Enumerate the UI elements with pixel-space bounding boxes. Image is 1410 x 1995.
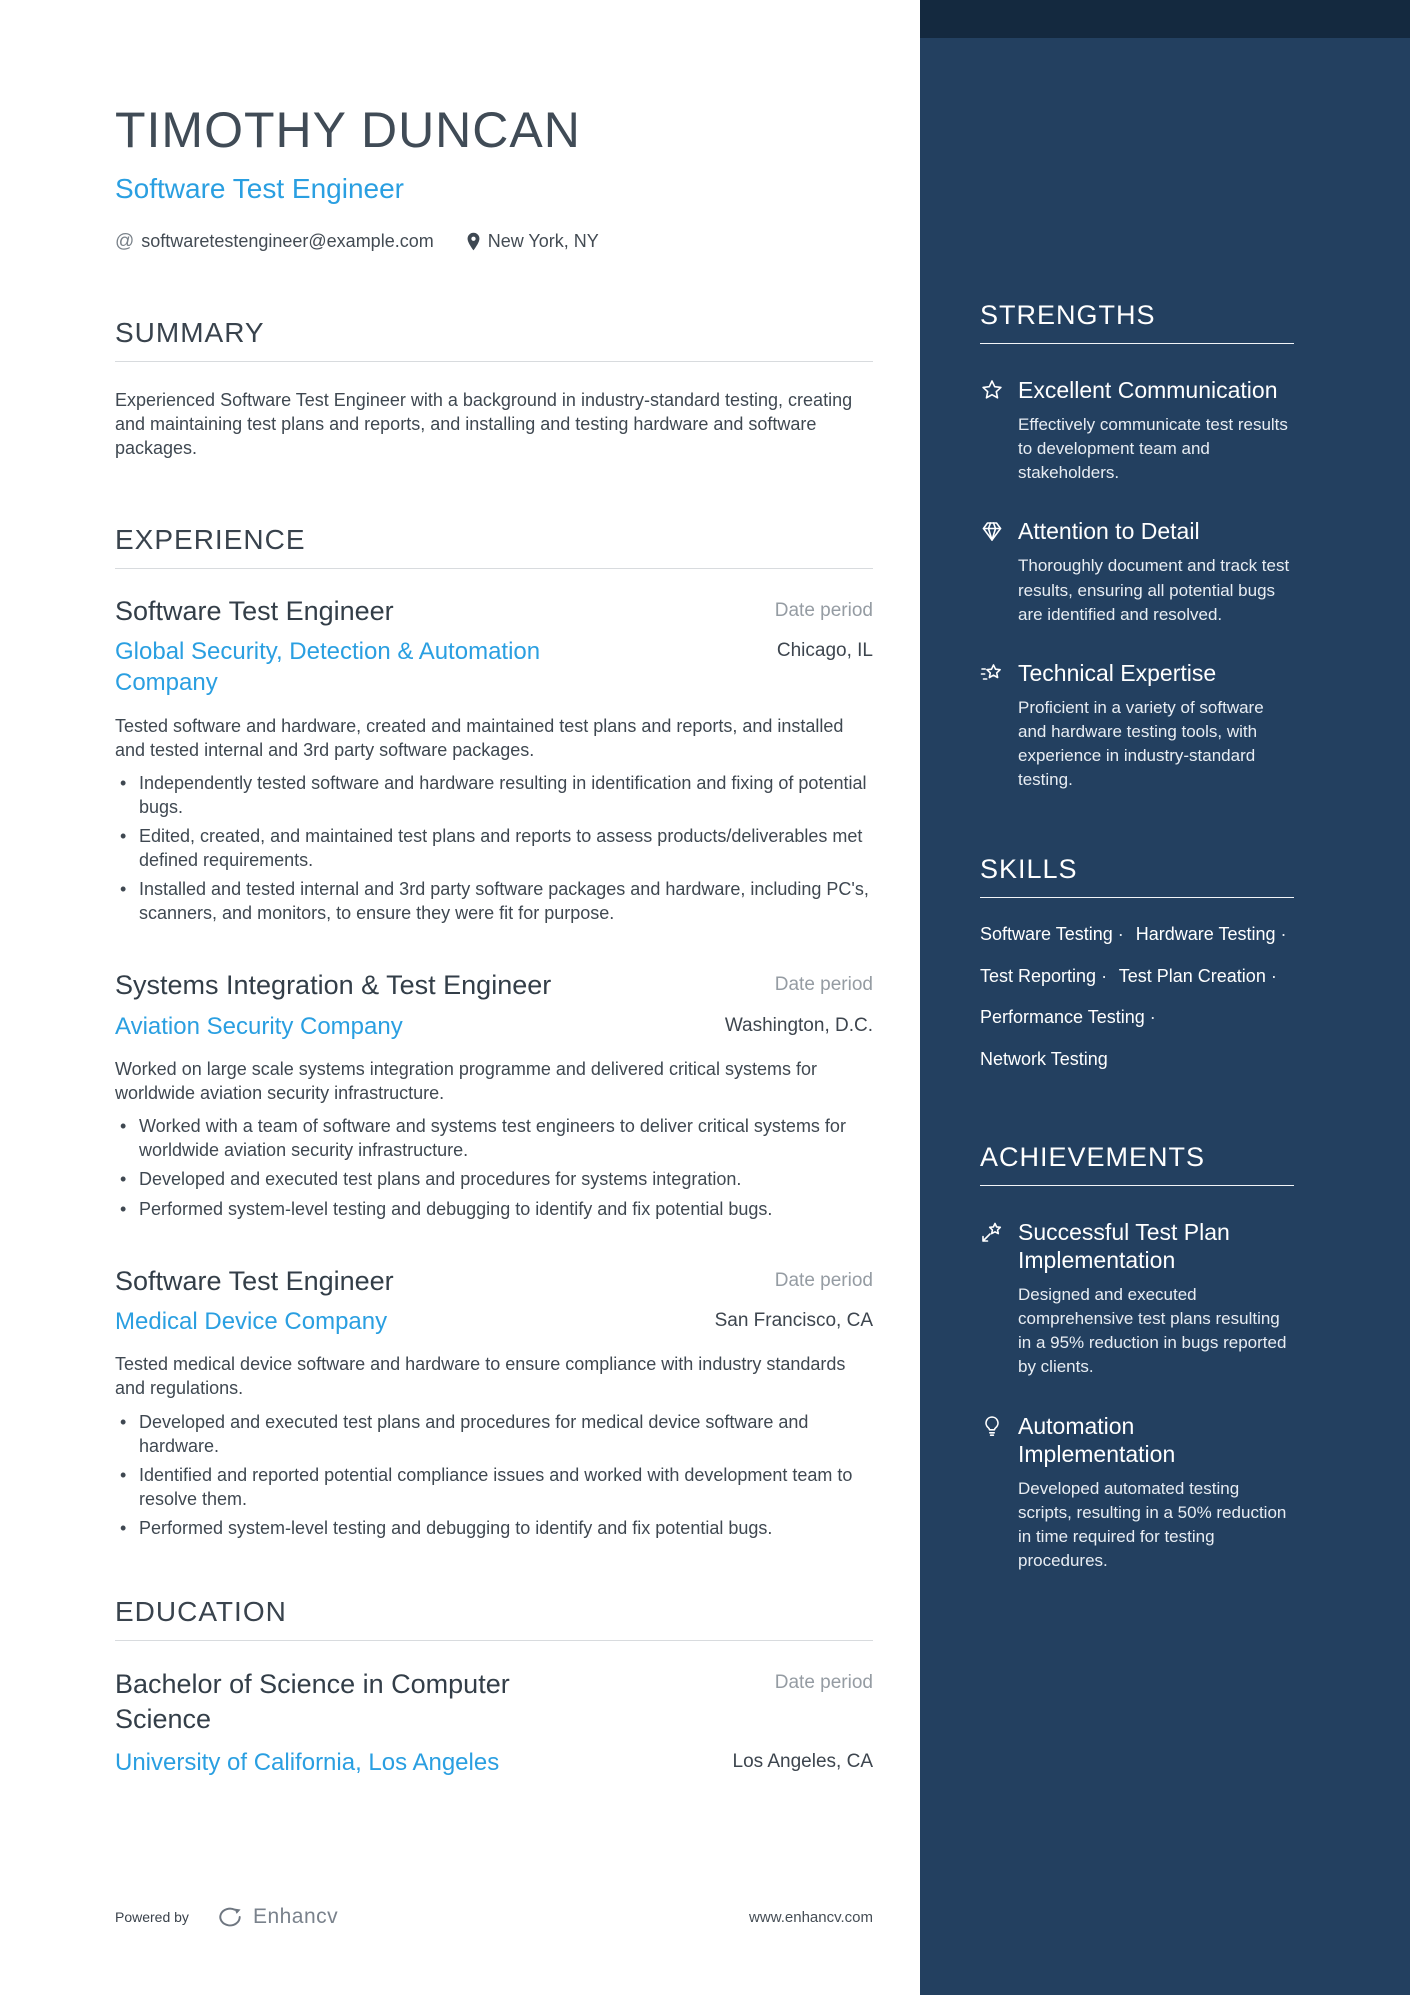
job-title-row xyxy=(115,969,873,1001)
strength-text: Thoroughly document and track test results, ensuring all potential bugs are identified and resolved. xyxy=(1018,556,1290,624)
strengths-section xyxy=(980,300,1294,792)
job-bullets xyxy=(115,1114,873,1220)
job-bullet: • Developed and executed test plans and procedures for systems integration. xyxy=(115,1167,873,1191)
experience-section xyxy=(115,524,873,1540)
experience-heading: EXPERIENCE xyxy=(115,523,306,555)
email-item xyxy=(115,231,434,253)
strength-title: Attention to Detail xyxy=(1018,518,1200,545)
brand-name: Enhancv xyxy=(252,1905,339,1928)
job-bullet: • Installed and tested internal and 3rd party software packages and hardware, including PC's, scanners, and monitors, to ensure they were fit for purpose. xyxy=(115,877,873,925)
job-title: Software Test Engineer xyxy=(115,1265,394,1296)
skills-list xyxy=(980,914,1294,1080)
strength-text: Effectively communicate test results to development team and stakeholders. xyxy=(1018,415,1288,483)
strength-item xyxy=(980,376,1294,485)
education-section xyxy=(115,1596,873,1778)
location-text: New York, NY xyxy=(487,231,599,251)
shooting-star-icon xyxy=(980,661,1004,685)
strength-content xyxy=(1018,517,1294,626)
experience-entry xyxy=(115,1265,873,1540)
lightbulb-icon xyxy=(980,1414,1004,1438)
experience-entry xyxy=(115,595,873,926)
strengths-heading: STRENGTHS xyxy=(980,300,1294,344)
job-location: Washington, D.C. xyxy=(724,1014,873,1036)
sidebar-top-strip xyxy=(920,0,1410,38)
job-company-row xyxy=(115,1011,873,1042)
job-description: Worked on large scale systems integration programme and delivered critical systems for worldwide aviation security infrastructure. xyxy=(115,1059,817,1104)
strength-item xyxy=(980,517,1294,626)
skill-tag[interactable]: Network Testing xyxy=(980,1048,1108,1069)
enhancv-logo[interactable] xyxy=(215,1905,338,1929)
education-location: Los Angeles, CA xyxy=(732,1751,873,1773)
gem-icon xyxy=(980,519,1004,543)
skill-tag[interactable]: Software Testing xyxy=(980,924,1113,945)
person-title: Software Test Engineer xyxy=(115,172,404,204)
location-item xyxy=(466,231,599,252)
pin-icon xyxy=(466,232,481,251)
job-bullet: • Independently tested software and hardware resulting in identification and fixing of potential bugs. xyxy=(115,771,873,819)
skill-tag[interactable]: Hardware Testing xyxy=(1135,924,1276,945)
skill-tag[interactable]: Test Reporting xyxy=(980,965,1097,986)
job-title: Systems Integration & Test Engineer xyxy=(115,970,552,1001)
school-name: University of California, Los Angeles xyxy=(115,1749,500,1777)
skill-separator: · xyxy=(1270,965,1277,986)
skill-separator: · xyxy=(1149,1007,1156,1028)
section-divider xyxy=(115,361,873,362)
at-icon: @ xyxy=(115,230,135,252)
job-bullets xyxy=(115,1410,873,1541)
job-location: San Francisco, CA xyxy=(714,1310,873,1332)
job-date: Date period xyxy=(774,974,873,996)
summary-heading: SUMMARY xyxy=(115,316,265,348)
enhancv-logo-icon xyxy=(215,1906,245,1928)
strength-content xyxy=(1018,659,1294,793)
skill-tag[interactable]: Performance Testing xyxy=(980,1007,1145,1028)
skills-heading: SKILLS xyxy=(980,854,1294,898)
achievement-text: Developed automated testing scripts, resulting in a 50% reduction in time required for testing procedures. xyxy=(1018,1478,1287,1571)
site-url[interactable]: www.enhancv.com xyxy=(749,1908,873,1926)
job-date: Date period xyxy=(774,599,873,621)
section-divider xyxy=(115,568,873,569)
sidebar xyxy=(920,0,1410,1995)
powered-by-label: Powered by xyxy=(115,1909,189,1925)
achievement-title: Automation Implementation xyxy=(1018,1412,1176,1467)
skill-separator: · xyxy=(1117,924,1124,945)
job-bullet: • Identified and reported potential compliance issues and worked with development team to resolve them. xyxy=(115,1463,873,1511)
skill-separator: · xyxy=(1101,965,1108,986)
achievement-content xyxy=(1018,1218,1294,1380)
footer xyxy=(115,1905,873,1929)
achievement-content xyxy=(1018,1412,1294,1574)
job-description: Tested software and hardware, created and maintained test plans and reports, and installed and tested internal and 3rd party software packages. xyxy=(115,715,844,760)
job-title-row xyxy=(115,595,873,627)
job-bullet: • Edited, created, and maintained test plans and reports to assess products/deliverables met defined requirements. xyxy=(115,824,873,872)
rising-star-icon xyxy=(980,1220,1004,1244)
job-bullet: • Worked with a team of software and systems test engineers to deliver critical systems for worldwide aviation security infrastructure. xyxy=(115,1114,873,1162)
skill-tag[interactable]: Test Plan Creation xyxy=(1118,965,1266,986)
experience-entry xyxy=(115,969,873,1220)
company-name: Medical Device Company xyxy=(115,1308,388,1336)
contact-row xyxy=(115,231,873,253)
skill-separator: · xyxy=(1280,924,1287,945)
skills-section xyxy=(980,854,1294,1080)
school-row xyxy=(115,1747,873,1778)
education-date: Date period xyxy=(774,1672,873,1694)
summary-section xyxy=(115,317,873,460)
person-name: TIMOTHY DUNCAN xyxy=(115,102,581,158)
job-location: Chicago, IL xyxy=(776,640,873,662)
strength-text: Proficient in a variety of software and hardware testing tools, with experience in industry-standard testing. xyxy=(1018,697,1264,790)
job-date: Date period xyxy=(774,1269,873,1291)
company-name: Aviation Security Company xyxy=(115,1012,403,1040)
job-company-row xyxy=(115,636,873,698)
job-title: Software Test Engineer xyxy=(115,595,394,626)
achievement-text: Designed and executed comprehensive test plans resulting in a 95% reduction in bugs reported by clients. xyxy=(1018,1285,1287,1377)
strength-title: Technical Expertise xyxy=(1018,659,1217,686)
achievement-item xyxy=(980,1412,1294,1574)
achievements-heading: ACHIEVEMENTS xyxy=(980,1142,1294,1186)
job-title-row xyxy=(115,1265,873,1297)
star-outline-icon xyxy=(980,378,1004,402)
achievement-title: Successful Test Plan Implementation xyxy=(1018,1218,1230,1273)
job-bullet: • Performed system-level testing and debugging to identify and fix potential bugs. xyxy=(115,1197,873,1221)
strength-title: Excellent Communication xyxy=(1018,377,1278,403)
summary-text: Experienced Software Test Engineer with a background in industry-standard testing, creating and maintaining test plans and reports, and installing and testing hardware and software packages. xyxy=(115,389,853,458)
job-company-row xyxy=(115,1306,873,1337)
strength-item xyxy=(980,659,1294,793)
resume-header xyxy=(115,104,873,253)
email-text[interactable]: softwaretestengineer@example.com xyxy=(141,231,434,251)
job-bullet: • Performed system-level testing and debugging to identify and fix potential bugs. xyxy=(115,1516,873,1540)
job-bullets xyxy=(115,771,873,926)
job-bullet: • Developed and executed test plans and procedures for medical device software and hardware. xyxy=(115,1410,873,1458)
achievements-section xyxy=(980,1142,1294,1573)
section-divider xyxy=(115,1640,873,1641)
degree-row xyxy=(115,1667,873,1737)
education-entry xyxy=(115,1667,873,1778)
achievement-item xyxy=(980,1218,1294,1380)
company-name: Global Security, Detection & Automation Company xyxy=(115,638,541,697)
job-description: Tested medical device software and hardware to ensure compliance with industry standards and regulations. xyxy=(115,1354,846,1399)
degree-title: Bachelor of Science in Computer Science xyxy=(115,1669,510,1735)
education-heading: EDUCATION xyxy=(115,1596,287,1628)
strength-content xyxy=(1018,376,1294,485)
